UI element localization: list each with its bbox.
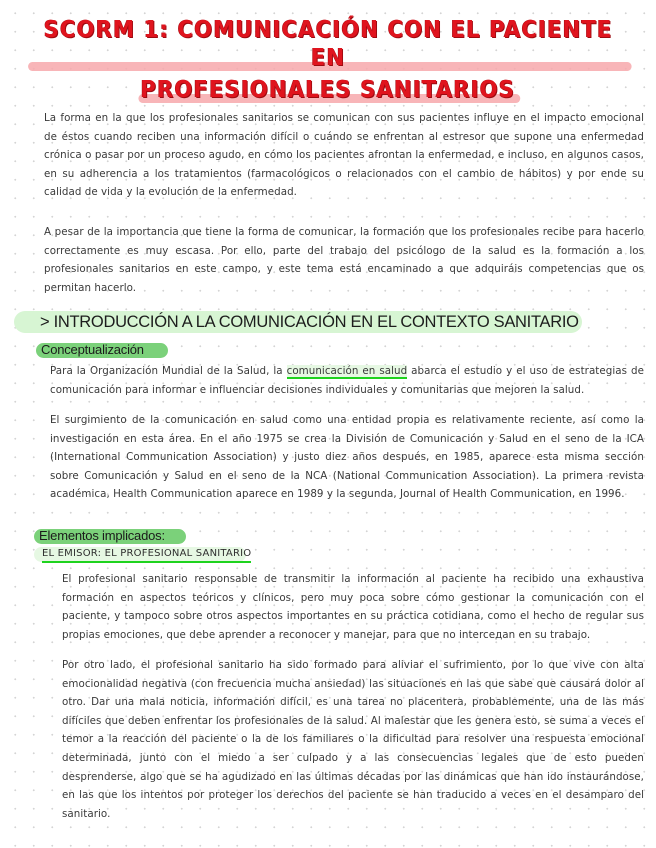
conceptualizacion-paragraph-1 bbox=[50, 362, 644, 399]
emisor-paragraph-2: Por otro lado, el profesional sanitario ha sido formado para aliviar el sufrimiento, por lo que vive con alta emocionalidad negativa (con frecuencia mucha ansiedad) las situaciones en las que sabe que causará dolor al otro. Dar una mala noticia, información difícil, es una tarea no placentera, probablemente, una de las más difíciles que deben enfrentar los profesionales de la salud. Al malestar que les genera esto, se suma a veces el temor a la reacción del paciente o la de los familiares o la dificultad para resolver una respuesta emocional determinada, junto con el miedo a ser culpado y a las consecuencias legales que de esto pueden desprenderse, algo que se ha agudizado en las últimas décadas por las dinámicas que han ido instaurándose, en las que los intentos por proteger los derechos del paciente se han traducido a veces en el desamparo del sanitario. bbox=[62, 659, 644, 820]
section-heading-text: > INTRODUCCIÓN A LA COMUNICACIÓN EN EL CONTEXTO SANITARIO bbox=[40, 313, 579, 331]
conceptualizacion-label bbox=[36, 343, 168, 358]
intro-paragraph-2: A pesar de la importancia que tiene la forma de comunicar, la formación que los profesionales recibe para hacerlo correctamente es muy escasa. Por ello, parte del trabajo del psicólogo de la salud es la formación a los profesionales sanitarios en este campo, y este tema está encaminado a que adquiráis competencias que os permitan hacerlo. bbox=[44, 226, 644, 294]
elementos-implicados-label-text: Elementos implicados: bbox=[39, 528, 165, 543]
highlighted-term-comunicacion-en-salud: comunicación en salud bbox=[286, 365, 408, 377]
conceptualizacion-paragraph-2: El surgimiento de la comunicación en salud como una entidad propia es relativamente reciente, así como la investigación en esta área. En el año 1975 se crea la División de Comunicación y Salud en el seno de la ICA (International Communication Association) y justo diez años después, en 1985, aparece esta misma sección sobre Comunicación y Salud en el seno de la NCA (National Communication Association). La primera revista académica, Health Communication aparece en 1989 y la segunda, Journal of Health Communication, en 1996. bbox=[50, 414, 644, 501]
p1-before: Para la Organización Mundial de la Salud, la bbox=[50, 365, 287, 377]
title-line-2: PROFESIONALES SANITARIOS bbox=[137, 76, 519, 104]
section-heading bbox=[14, 311, 582, 333]
emisor-heading bbox=[34, 547, 252, 562]
title-line-1: SCORM 1: COMUNICACIÓN CON EL PACIENTE EN bbox=[26, 16, 630, 72]
p1-after: abarca el estudio y el uso de estrategias de comunicación para informar e influenciar decisiones individuales y comunitarias que mejoren la salud. bbox=[50, 365, 644, 396]
intro-paragraph-1: La forma en la que los profesionales sanitarios se comunican con sus pacientes influye en el impacto emocional de éstos cuando reciben una información difícil o cuándo se enfrentan al estresor que supone una enfermedad crónica o pasar por un proceso agudo, en cómo los pacientes afrontan la enfermedad, e incluso, en algunos casos, en su adherencia a los tratamientos (farmacológicos o relacionados con el cambio de hábitos) y por ende su calidad de vida y la evolución de la enfermedad. bbox=[44, 112, 644, 199]
elementos-implicados-label bbox=[34, 529, 186, 544]
emisor-heading-text: EL EMISOR: EL PROFESIONAL SANITARIO bbox=[42, 547, 251, 563]
conceptualizacion-label-text: Conceptualización bbox=[41, 342, 144, 357]
document-title bbox=[0, 16, 656, 104]
emisor-paragraph-1: El profesional sanitario responsable de transmitir la información al paciente ha recibido una exhaustiva formación en aspectos teóricos y clínicos, pero muy poca sobre cómo gestionar la comunicación con el paciente, y tampoco sobre otros aspectos importantes en su práctica cotidiana, como el hecho de regular sus propias emociones, que debe aprender a reconocer y manejar, para que no interceдan en su trabajo. bbox=[62, 573, 644, 641]
